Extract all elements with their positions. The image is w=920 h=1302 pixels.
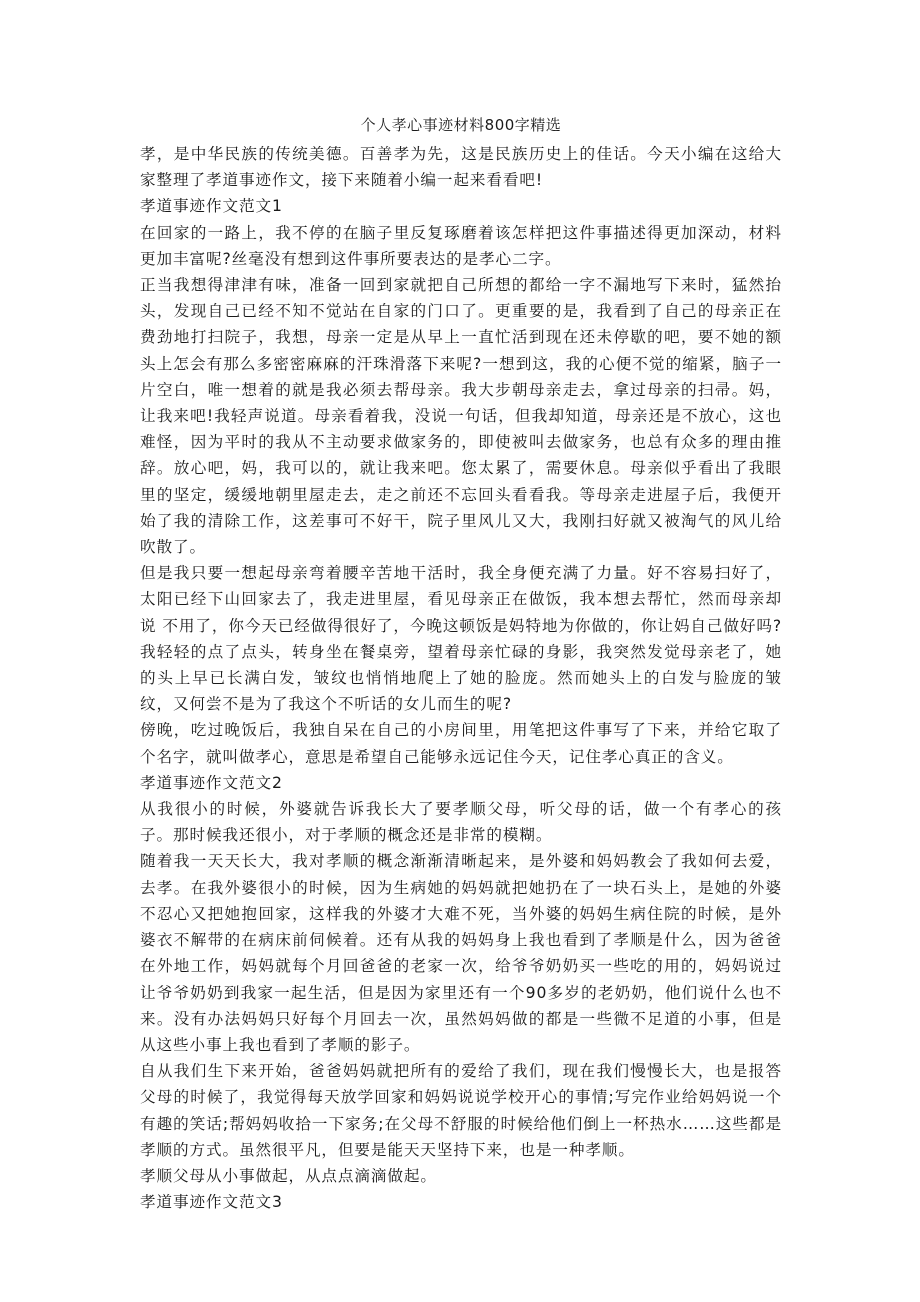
- section-heading: 孝道事迹作文范文1: [140, 197, 283, 216]
- paragraph: 自从我们生下来开始，爸爸妈妈就把所有的爱给了我们，现在我们慢慢长大，也是报答父母的时候了，我觉得每天放学回家和妈妈说说学校开心的事情;写完作业给妈妈说一个有趣的笑话;帮妈妈收拾一下家务;在父母不舒服的时候给他们倒上一杯热水……这些都是孝顺的方式。虽然很平凡，但要是能天天坚持下来，也是一种孝顺。: [140, 1062, 782, 1159]
- paragraph: 在回家的一路上，我不停的在脑子里反复琢磨着该怎样把这件事描述得更加深动，材料更加丰富呢?丝毫没有想到这件事所要表达的是孝心二字。: [140, 223, 782, 268]
- document-body: [140, 141, 782, 1215]
- paragraph: 正当我想得津津有味，准备一回到家就把自己所想的都给一字不漏地写下来时，猛然抬头，发现自己已经不知不觉站在自家的门口了。更重要的是，我看到了自己的母亲正在费劲地打扫院子，我想，母亲一定是从早上一直忙活到现在还未停歇的吧，要不她的额头上怎会有那么多密密麻麻的汗珠滑落下来呢?一想到这，我的心便不觉的缩紧，脑子一片空白，唯一想着的就是我必须去帮母亲。我大步朝母亲走去，拿过母亲的扫帚。妈，让我来吧!我轻声说道。母亲看着我，没说一句话，但我却知道，母亲还是不放心，这也难怪，因为平时的我从不主动要求做家务的，即使被叫去做家务，也总有众多的理由推辞。放心吧，妈，我可以的，就让我来吧。您太累了，需要休息。母亲似乎看出了我眼里的坚定，缓缓地朝里屋走去，走之前还不忘回头看看我。等母亲走进屋子后，我便开始了我的清除工作，这差事可不好干，院子里风儿又大，我刚扫好就又被淘气的风儿给吹散了。: [140, 276, 782, 557]
- document-page: [140, 112, 782, 1215]
- section-heading: 孝道事迹作文范文3: [140, 1193, 283, 1212]
- paragraph: 随着我一天天长大，我对孝顺的概念渐渐清晰起来，是外婆和妈妈教会了我如何去爱，去孝。在我外婆很小的时候，因为生病她的妈妈就把她扔在了一块石头上，是她的外婆不忍心又把她抱回家，这样我的外婆才大难不死，当外婆的妈妈生病住院的时候，是外婆衣不解带的在病床前伺候着。还有从我的妈妈身上我也看到了孝顺是什么，因为爸爸在外地工作，妈妈就每个月回爸爸的老家一次，给爷爷奶奶买一些吃的用的，妈妈说过让爷爷奶奶到我家一起生活，但是因为家里还有一个90多岁的老奶奶，他们说什么也不来。没有办法妈妈只好每个月回去一次，虽然妈妈做的都是一些微不足道的小事，但是从这些小事上我也看到了孝顺的影子。: [140, 852, 782, 1054]
- section-heading: 孝道事迹作文范文2: [140, 773, 283, 792]
- document-title: 个人孝心事迹材料800字精选: [360, 116, 562, 134]
- paragraph: 孝顺父母从小事做起，从点点滴滴做起。: [140, 1166, 437, 1185]
- paragraph: 孝，是中华民族的传统美德。百善孝为先，这是民族历史上的佳话。今天小编在这给大家整理了孝道事迹作文，接下来随着小编一起来看看吧!: [140, 145, 782, 190]
- paragraph: 从我很小的时候，外婆就告诉我长大了要孝顺父母，听父母的话，做一个有孝心的孩子。那时候我还很小，对于孝顺的概念还是非常的模糊。: [140, 800, 782, 845]
- paragraph: 但是我只要一想起母亲弯着腰辛苦地干活时，我全身便充满了力量。好不容易扫好了，太阳已经下山回家去了，我走进里屋，看见母亲正在做饭，我本想去帮忙，然而母亲却说 不用了，你今天已经做得很好了，今晚这顿饭是妈特地为你做的，你让妈自己做好吗?我轻轻的点了点头，转身坐在餐桌旁，望着母亲忙碌的身影，我突然发觉母亲老了，她的头上早已长满白发，皱纹也悄悄地爬上了她的脸庞。然而她头上的白发与脸庞的皱纹，又何尝不是为了我这个不听话的女儿而生的呢?: [140, 564, 782, 714]
- paragraph: 傍晚，吃过晚饭后，我独自呆在自己的小房间里，用笔把这件事写了下来，并给它取了个名字，就叫做孝心，意思是希望自己能够永远记住今天，记住孝心真正的含义。: [140, 721, 782, 766]
